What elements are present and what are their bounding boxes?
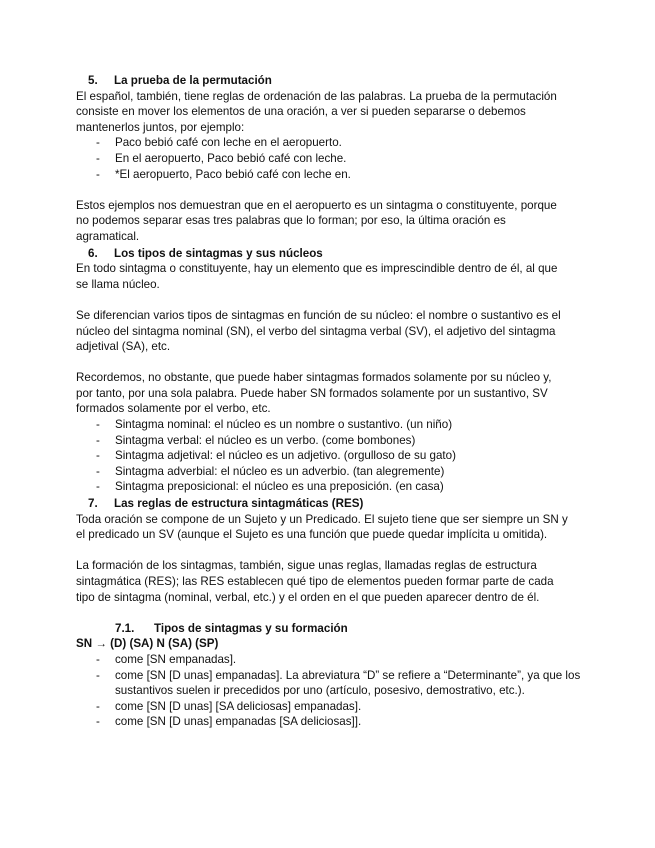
text-line: sintagmática (RES); las RES establecen qué tipo de elementos pueden formar parte de cada bbox=[76, 575, 554, 588]
section-heading-7-1 bbox=[76, 621, 581, 637]
document-page bbox=[76, 73, 581, 730]
list-item bbox=[76, 433, 581, 449]
text-line: formados solamente por el verbo, etc. bbox=[76, 402, 271, 416]
bullet-dash: - bbox=[96, 715, 100, 729]
bullet-dash: - bbox=[96, 418, 100, 432]
bullet-dash: - bbox=[96, 464, 100, 478]
paragraph-permutation-intro bbox=[76, 89, 581, 136]
section-heading-6 bbox=[76, 246, 581, 262]
text-line: adjetival (SA), etc. bbox=[76, 340, 171, 354]
list-item bbox=[76, 652, 581, 668]
list-item bbox=[76, 448, 581, 464]
text-line: consiste en mover los elementos de una oración, a ver si pueden separarse o debemos bbox=[76, 105, 526, 119]
list-item-text: come [SN [D unas] empanadas]. La abreviatura “D” se refiere a “Determinante”, ya que los sustantivos suelen ir precedidos por uno (artículo, posesivo, demostrativo, etc.). bbox=[115, 668, 581, 698]
bullet-dash: - bbox=[96, 136, 100, 150]
section-heading-5 bbox=[76, 73, 581, 89]
paragraph-sintagma-types bbox=[76, 308, 581, 355]
bullet-dash: - bbox=[96, 167, 100, 181]
paragraph-single-word-sintagmas bbox=[76, 370, 581, 417]
list-item-text: come [SN [D unas] empanadas [SA deliciosas]]. bbox=[115, 715, 362, 729]
paragraph-permutation-conclusion bbox=[76, 198, 581, 245]
bullet-list-sintagma-types bbox=[76, 417, 581, 495]
list-item bbox=[76, 479, 581, 495]
paragraph-nucleus-definition bbox=[76, 261, 581, 292]
text-line: Recordemos, no obstante, que puede haber sintagmas formados solamente por su núcleo y, bbox=[76, 371, 552, 385]
list-item-text: En el aeropuerto, Paco bebió café con leche. bbox=[115, 151, 347, 165]
list-item-text: come [SN empanadas]. bbox=[115, 652, 237, 666]
section-number: 5. bbox=[88, 74, 98, 87]
text-line: Toda oración se compone de un Sujeto y un Predicado. El sujeto tiene que ser siempre un SN y bbox=[76, 512, 568, 526]
section-title: La prueba de la permutación bbox=[114, 74, 272, 87]
section-number: 6. bbox=[88, 246, 98, 260]
text-line: núcleo del sintagma nominal (SN), el verbo del sintagma verbal (SV), el adjetivo del sintagma bbox=[76, 324, 556, 338]
bullet-dash: - bbox=[96, 449, 100, 463]
list-item bbox=[76, 135, 581, 151]
list-item-text: Sintagma verbal: el núcleo es un verbo. (come bombones) bbox=[115, 433, 416, 447]
section-title: Tipos de sintagmas y su formación bbox=[154, 621, 348, 635]
section-title: Las reglas de estructura sintagmáticas (RES) bbox=[114, 497, 364, 511]
text-line: mantenerlos juntos, por ejemplo: bbox=[76, 120, 245, 134]
sn-formation-rule: SN → (D) (SA) N (SA) (SP) bbox=[76, 637, 219, 651]
list-item-text: Sintagma adverbial: el núcleo es un adverbio. (tan alegremente) bbox=[115, 464, 445, 478]
list-item-text: Sintagma nominal: el núcleo es un nombre o sustantivo. (un niño) bbox=[115, 418, 453, 432]
paragraph-sujeto-predicado bbox=[76, 512, 581, 543]
bullet-dash: - bbox=[96, 668, 100, 682]
list-item-text: Sintagma adjetival: el núcleo es un adjetivo. (orgulloso de su gato) bbox=[115, 449, 456, 463]
list-item-text: *El aeropuerto, Paco bebió café con leche en. bbox=[115, 167, 351, 181]
list-item bbox=[76, 668, 581, 699]
section-title: Los tipos de sintagmas y sus núcleos bbox=[114, 246, 323, 260]
bullet-list-permutation bbox=[76, 135, 581, 182]
bullet-dash: - bbox=[96, 699, 100, 713]
list-item bbox=[76, 167, 581, 183]
bullet-dash: - bbox=[96, 652, 100, 666]
text-line: Estos ejemplos nos demuestran que en el aeropuerto es un sintagma o constituyente, porque bbox=[76, 198, 557, 212]
section-number: 7. bbox=[88, 497, 98, 511]
text-line: La formación de los sintagmas, también, sigue unas reglas, llamadas reglas de estructura bbox=[76, 559, 537, 573]
bullet-list-sn-examples bbox=[76, 652, 581, 730]
section-number: 7.1. bbox=[115, 621, 135, 635]
text-line: no podemos separar esas tres palabras que lo forman; por eso, la última oración es bbox=[76, 214, 506, 228]
text-line: Se diferencian varios tipos de sintagmas en función de su núcleo: el nombre o sustantivo es el bbox=[76, 308, 561, 322]
bullet-dash: - bbox=[96, 480, 100, 494]
text-line: por tanto, por una sola palabra. Puede haber SN formados solamente por un sustantivo, SV bbox=[76, 386, 548, 400]
paragraph-res-rules bbox=[76, 558, 581, 605]
list-item-text: Sintagma preposicional: el núcleo es una preposición. (en casa) bbox=[115, 480, 444, 494]
text-line: el predicado un SV (aunque el Sujeto es una función que puede quedar implícita u omitida). bbox=[76, 528, 548, 542]
list-item bbox=[76, 417, 581, 433]
list-item-text: Paco bebió café con leche en el aeropuerto. bbox=[115, 136, 342, 150]
list-item bbox=[76, 699, 581, 715]
bullet-dash: - bbox=[96, 433, 100, 447]
list-item bbox=[76, 151, 581, 167]
list-item bbox=[76, 714, 581, 730]
list-item-text: come [SN [D unas] [SA deliciosas] empanadas]. bbox=[115, 699, 362, 713]
list-item bbox=[76, 464, 581, 480]
text-line: En todo sintagma o constituyente, hay un elemento que es imprescindible dentro de él, al que bbox=[76, 262, 558, 276]
text-line: agramatical. bbox=[76, 229, 140, 243]
text-line: se llama núcleo. bbox=[76, 277, 160, 291]
bullet-dash: - bbox=[96, 151, 100, 165]
text-line: tipo de sintagma (nominal, verbal, etc.) y el orden en el que pueden aparecer dentro de él. bbox=[76, 590, 540, 604]
section-heading-7 bbox=[76, 496, 581, 512]
text-line: El español, también, tiene reglas de ordenación de las palabras. La prueba de la permutación bbox=[76, 89, 557, 103]
